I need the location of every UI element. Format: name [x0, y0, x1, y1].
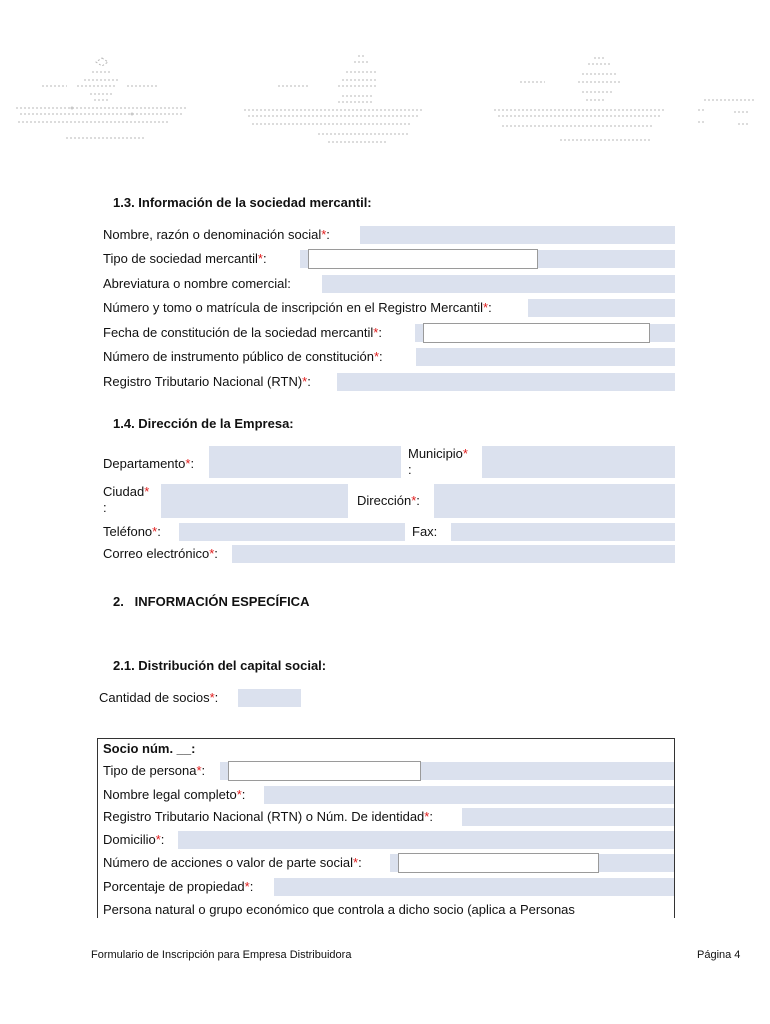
- logo-1: [12, 50, 192, 150]
- tipo-sociedad-dropdown[interactable]: [308, 249, 538, 269]
- nombre-label: Nombre, razón o denominación social*:: [103, 227, 330, 242]
- logo-3: [490, 50, 670, 150]
- section-1-4-title: 1.4. Dirección de la Empresa:: [113, 416, 294, 431]
- instrumento-label: Número de instrumento público de constitución*:: [103, 349, 383, 364]
- fecha-label: Fecha de constitución de la sociedad mercantil*:: [103, 325, 382, 340]
- footer-title: Formulario de Inscripción para Empresa Distribuidora: [91, 949, 352, 961]
- fax-label: Fax:: [412, 524, 438, 539]
- logo-2: [238, 50, 428, 150]
- tipo-persona-dropdown[interactable]: [228, 761, 421, 781]
- nombre-legal-input[interactable]: [264, 786, 674, 804]
- page-number: Página 4: [697, 949, 741, 961]
- abreviatura-input[interactable]: [322, 275, 675, 293]
- municipio-label: Municipio* :: [408, 446, 468, 477]
- socio-title: Socio núm. __:: [103, 741, 196, 756]
- instrumento-input[interactable]: [416, 348, 675, 366]
- acciones-label: Número de acciones o valor de parte social*:: [103, 855, 362, 870]
- direccion-input[interactable]: [434, 484, 675, 518]
- departamento-input[interactable]: [209, 446, 401, 478]
- telefono-label: Teléfono*:: [103, 524, 161, 539]
- fecha-date-picker[interactable]: [423, 323, 650, 343]
- section-1-3-title: 1.3. Información de la sociedad mercantil:: [113, 195, 372, 210]
- ciudad-input[interactable]: [161, 484, 348, 518]
- socio-rtn-label: Registro Tributario Nacional (RTN) o Núm. De identidad*:: [103, 809, 433, 824]
- correo-label: Correo electrónico*:: [103, 546, 218, 561]
- correo-input[interactable]: [232, 545, 675, 563]
- rtn-label: Registro Tributario Nacional (RTN)*:: [103, 374, 311, 389]
- nombre-input[interactable]: [360, 226, 675, 244]
- tipo-persona-label: Tipo de persona*:: [103, 763, 206, 778]
- telefono-input[interactable]: [179, 523, 405, 541]
- tipo-sociedad-label: Tipo de sociedad mercantil*:: [103, 251, 267, 266]
- numero-tomo-input[interactable]: [528, 299, 675, 317]
- domicilio-label: Domicilio*:: [103, 832, 165, 847]
- porcentaje-input[interactable]: [274, 878, 674, 896]
- fax-input[interactable]: [451, 523, 675, 541]
- persona-natural-label: Persona natural o grupo económico que controla a dicho socio (aplica a Personas: [103, 902, 575, 917]
- porcentaje-label: Porcentaje de propiedad*:: [103, 879, 254, 894]
- rtn-input[interactable]: [337, 373, 675, 391]
- cantidad-socios-input[interactable]: [238, 689, 301, 707]
- acciones-input[interactable]: [398, 853, 599, 873]
- abreviatura-label: Abreviatura o nombre comercial:: [103, 276, 291, 291]
- logo-4: [694, 50, 758, 150]
- direccion-label: Dirección*:: [357, 493, 420, 508]
- section-2-title: 2. INFORMACIÓN ESPECÍFICA: [113, 594, 310, 609]
- domicilio-input[interactable]: [178, 831, 674, 849]
- nombre-legal-label: Nombre legal completo*:: [103, 787, 246, 802]
- municipio-input[interactable]: [482, 446, 675, 478]
- departamento-label: Departamento*:: [103, 456, 195, 471]
- cantidad-socios-label: Cantidad de socios*:: [99, 690, 219, 705]
- section-2-1-title: 2.1. Distribución del capital social:: [113, 658, 327, 673]
- numero-tomo-label: Número y tomo o matrícula de inscripción en el Registro Mercantil*:: [103, 300, 492, 315]
- ciudad-label: Ciudad* :: [103, 484, 150, 515]
- socio-rtn-input[interactable]: [462, 808, 674, 826]
